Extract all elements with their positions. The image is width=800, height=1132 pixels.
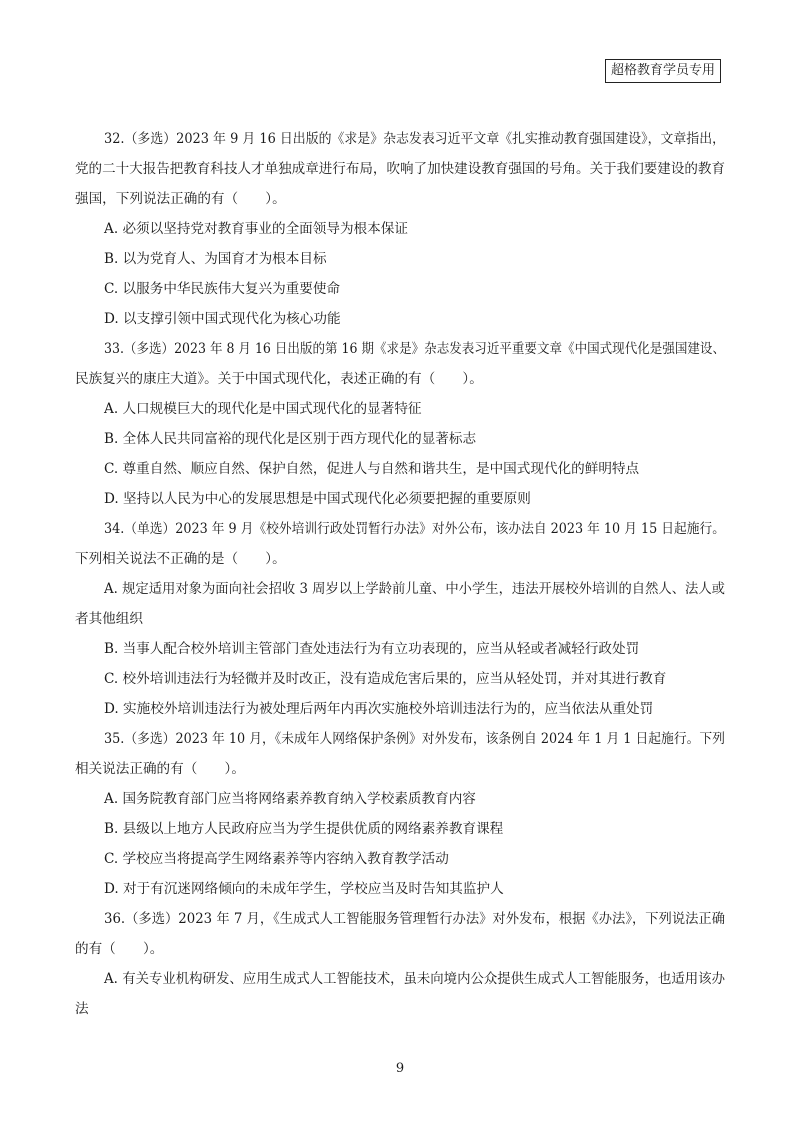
answer-option xyxy=(75,394,725,424)
option-text-line: B. 以为党育人、为国育才为根本目标 xyxy=(104,251,327,267)
answer-option xyxy=(75,664,725,694)
question xyxy=(75,724,725,904)
option-text-line: B. 当事人配合校外培训主管部门查处违法行为有立功表现的，应当从轻或者减轻行政处罚 xyxy=(104,641,640,657)
answer-option xyxy=(75,964,725,1024)
page-number: 9 xyxy=(395,1061,405,1076)
answer-option xyxy=(75,694,725,724)
answer-option xyxy=(75,844,725,874)
answer-option xyxy=(75,424,725,454)
option-text-line: A. 人口规模巨大的现代化是中国式现代化的显著特征 xyxy=(104,401,422,417)
option-text-line: C. 尊重自然、顺应自然、保护自然，促进人与自然和谐共生，是中国式现代化的鲜明特点 xyxy=(104,461,640,477)
option-text-line: C. 以服务中华民族伟大复兴为重要使命 xyxy=(104,281,341,297)
answer-option xyxy=(75,274,725,304)
question-text-line: 34.（单选）2023 年 9 月《校外培训行政处罚暂行办法》对外公布，该办法自 2023 年 10 月 15 日起施行。 xyxy=(104,521,725,537)
question-text-line: 强国，下列说法正确的有（ ）。 xyxy=(75,191,286,207)
option-text-line: D. 坚持以人民为中心的发展思想是中国式现代化必须要把握的重要原则 xyxy=(104,491,531,507)
answer-option xyxy=(75,214,725,244)
answer-option xyxy=(75,244,725,274)
question-text-line: 相关说法正确的有（ ）。 xyxy=(75,761,245,777)
option-text-line: 法 xyxy=(75,1001,89,1017)
question xyxy=(75,124,725,334)
question xyxy=(75,904,725,1024)
option-text-line: A. 规定适用对象为面向社会招收 3 周岁以上学龄前儿童、中小学生，违法开展校外培训的自然人、法人或 xyxy=(104,581,726,597)
option-text-line: A. 有关专业机构研发、应用生成式人工智能技术，虽未向境内公众提供生成式人工智能服务，也适用该办 xyxy=(104,971,725,987)
question-text-line: 33.（多选）2023 年 8 月 16 日出版的第 16 期《求是》杂志发表习近平重要文章《中国式现代化是强国建设、 xyxy=(104,341,725,357)
answer-option xyxy=(75,304,725,334)
option-text-line: C. 学校应当将提高学生网络素养等内容纳入教育教学活动 xyxy=(104,851,449,867)
option-text-line: B. 全体人民共同富裕的现代化是区别于西方现代化的显著标志 xyxy=(104,431,477,447)
question-text-line: 的有（ ）。 xyxy=(75,941,164,957)
question-list xyxy=(75,124,725,1024)
question-text-line: 党的二十大报告把教育科技人才单独成章进行布局，吹响了加快建设教育强国的号角。关于我们要建设的教育 xyxy=(75,161,726,177)
option-text-line: A. 必须以坚持党对教育事业的全面领导为根本保证 xyxy=(104,221,408,237)
header-label: 超格教育学员专用 xyxy=(605,59,721,83)
answer-option xyxy=(75,814,725,844)
answer-option xyxy=(75,484,725,514)
question xyxy=(75,334,725,514)
question-text-line: 36.（多选）2023 年 7 月，《生成式人工智能服务管理暂行办法》对外发布，根据《办法》，下列说法正确 xyxy=(104,911,726,927)
option-text-line: 者其他组织 xyxy=(75,611,143,627)
option-text-line: D. 以支撑引领中国式现代化为核心功能 xyxy=(104,311,341,327)
option-text-line: D. 对于有沉迷网络倾向的未成年学生，学校应当及时告知其监护人 xyxy=(104,881,504,897)
answer-option xyxy=(75,874,725,904)
question-text-line: 35.（多选）2023 年 10 月，《未成年人网络保护条例》对外发布，该条例自 2024 年 1 月 1 日起施行。下列 xyxy=(104,731,725,747)
option-text-line: A. 国务院教育部门应当将网络素养教育纳入学校素质教育内容 xyxy=(104,791,476,807)
question-text-line: 民族复兴的康庄大道》。关于中国式现代化，表述正确的有（ ）。 xyxy=(75,371,483,387)
option-text-line: D. 实施校外培训违法行为被处理后两年内再次实施校外培训违法行为的，应当依法从重处罚 xyxy=(104,701,654,717)
question-text-line: 下列相关说法不正确的是（ ）。 xyxy=(75,551,286,567)
answer-option xyxy=(75,634,725,664)
question-text-line: 32.（多选）2023 年 9 月 16 日出版的《求是》杂志发表习近平文章《扎实推动教育强国建设》，文章指出， xyxy=(104,131,726,147)
question xyxy=(75,514,725,724)
answer-option xyxy=(75,574,725,634)
answer-option xyxy=(75,784,725,814)
option-text-line: C. 校外培训违法行为轻微并及时改正，没有造成危害后果的，应当从轻处罚，并对其进行教育 xyxy=(104,671,667,687)
option-text-line: B. 县级以上地方人民政府应当为学生提供优质的网络素养教育课程 xyxy=(104,821,504,837)
answer-option xyxy=(75,454,725,484)
